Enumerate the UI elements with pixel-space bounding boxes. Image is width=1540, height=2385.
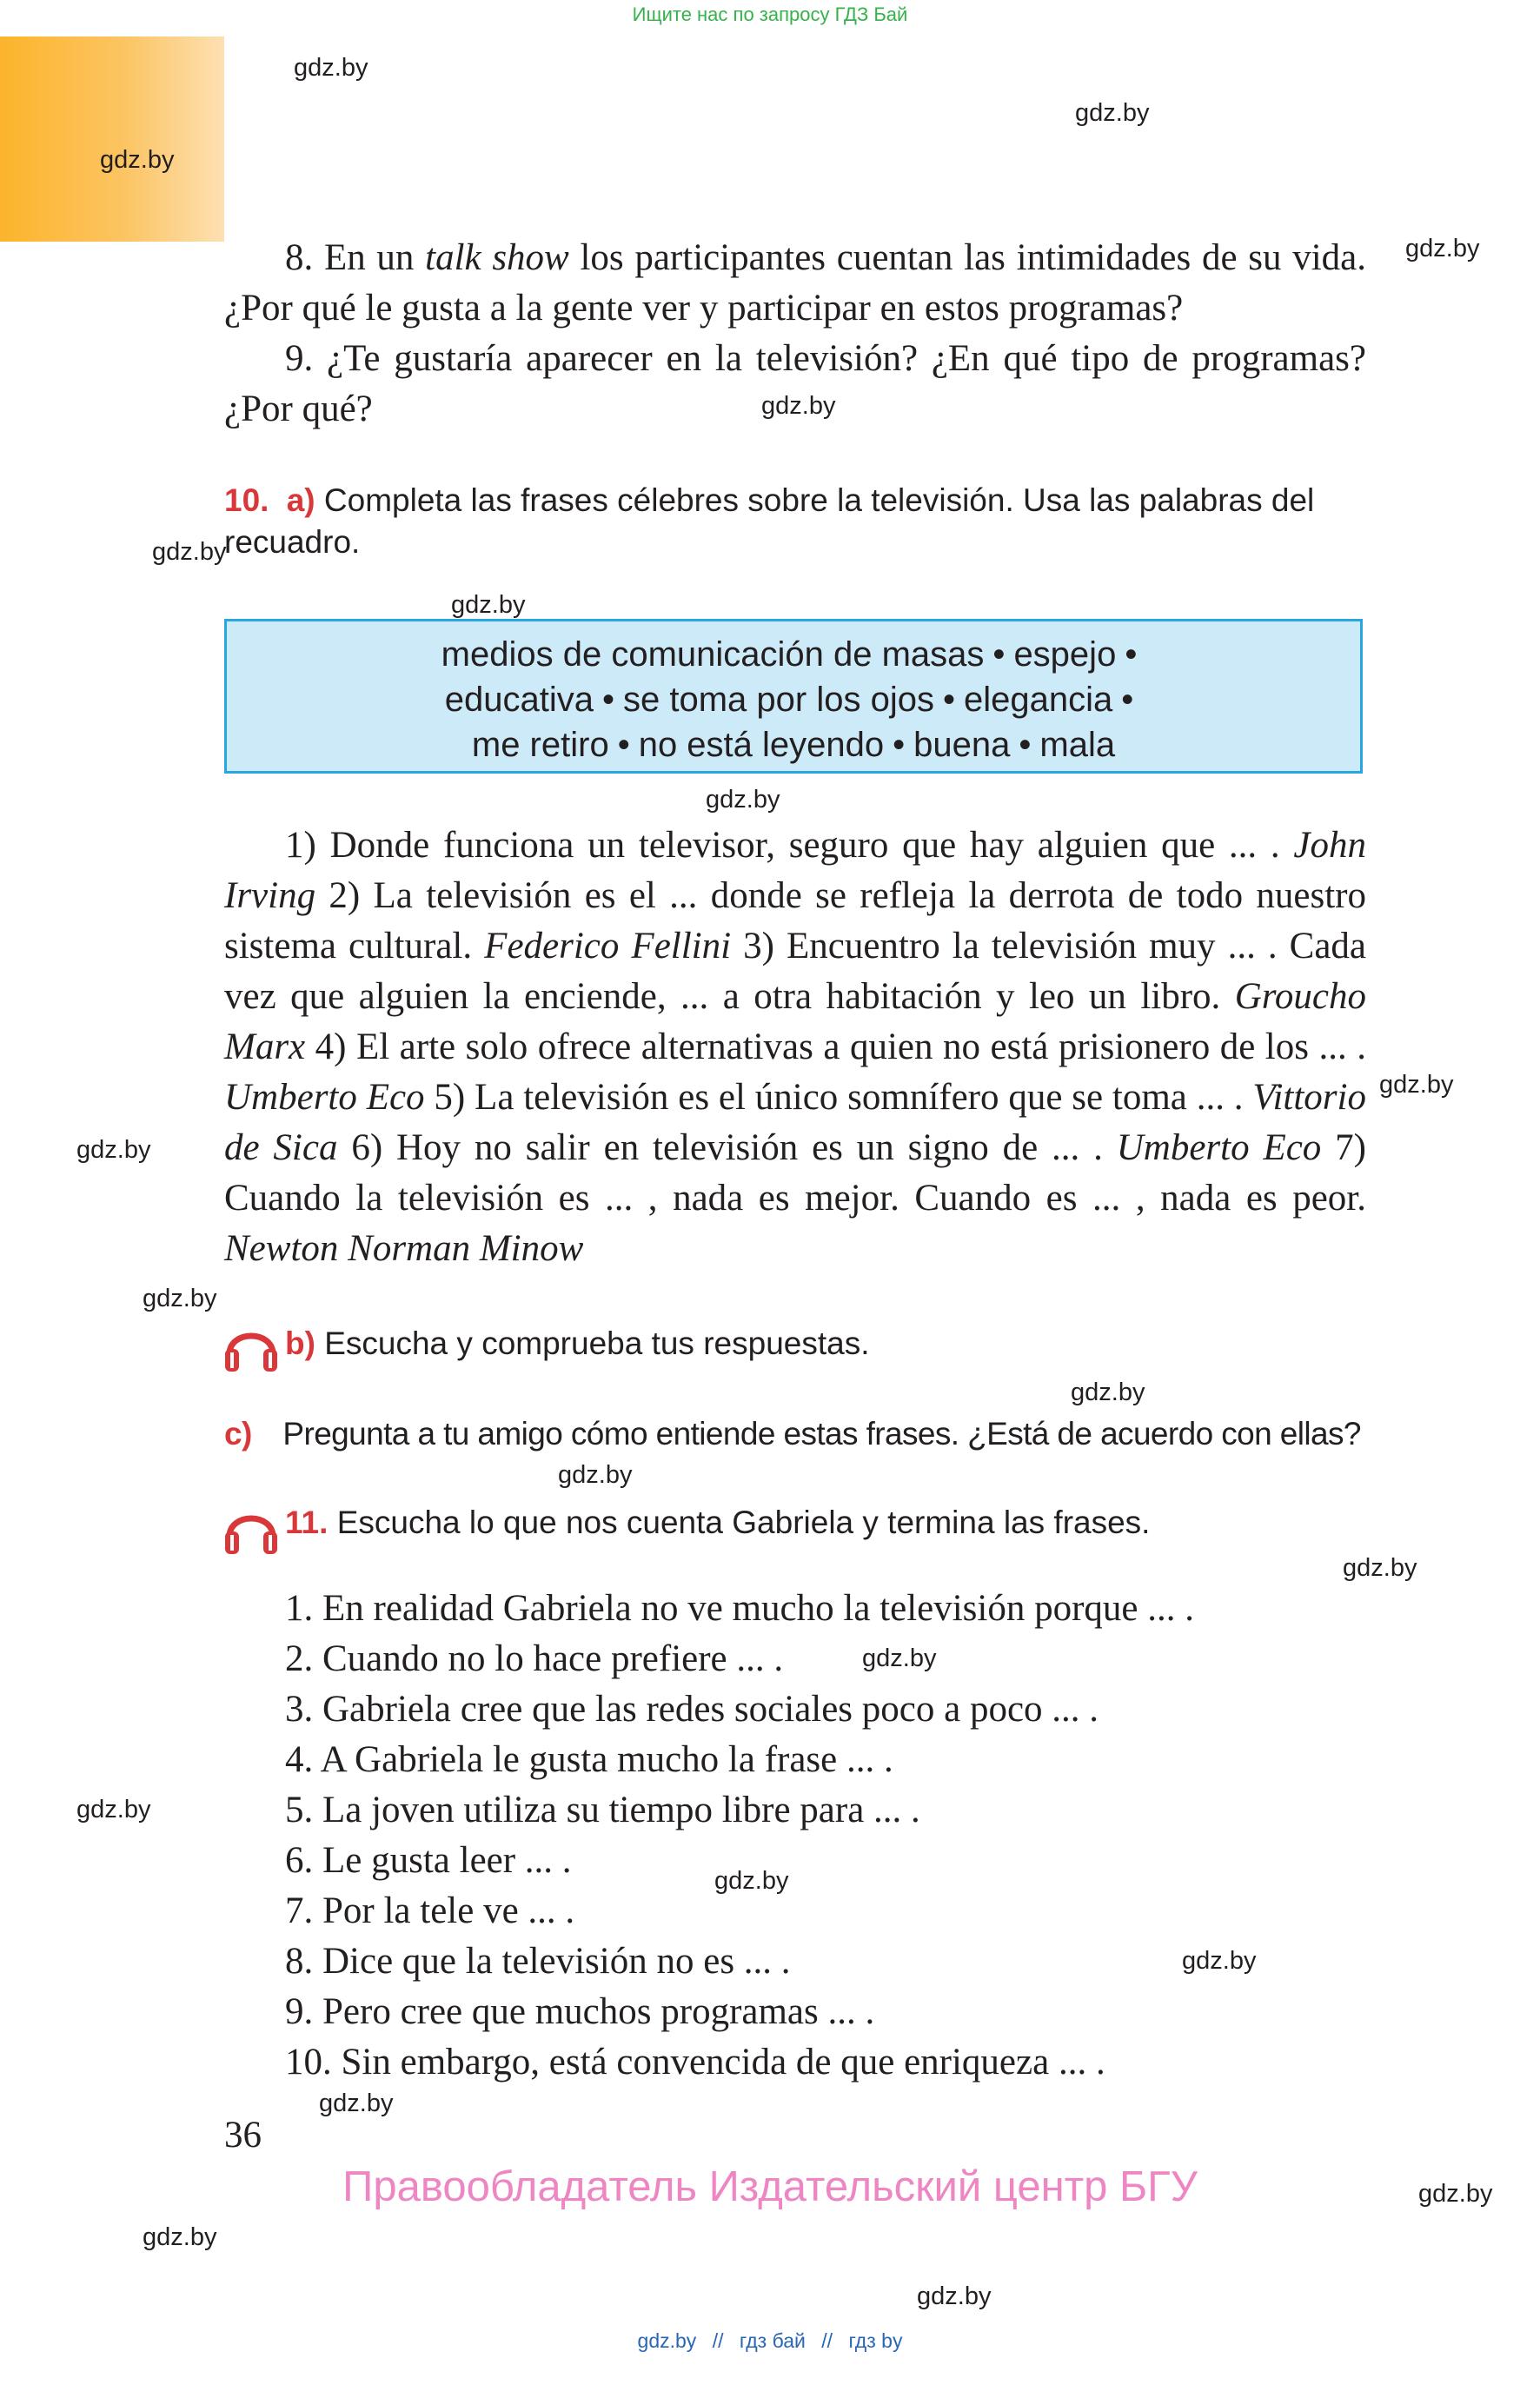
task-11 xyxy=(285,1502,1363,1544)
task-letter: a) xyxy=(286,482,315,518)
watermark: gdz.by xyxy=(143,2223,217,2251)
watermark: gdz.by xyxy=(294,54,368,82)
watermark: gdz.by xyxy=(1182,1947,1257,1975)
task-instruction: Pregunta a tu amigo cómo entiende estas frases. ¿Está de acuerdo con ellas? xyxy=(282,1416,1361,1452)
task-10b xyxy=(285,1323,1363,1365)
watermark: gdz.by xyxy=(1343,1554,1417,1582)
watermark: gdz.by xyxy=(1071,1379,1145,1406)
task-instruction: Completa las frases célebres sobre la televisión. Usa las palabras del recuadro. xyxy=(224,482,1315,560)
task-10a xyxy=(224,480,1371,563)
watermark: gdz.by xyxy=(152,538,227,566)
list-item: 4. A Gabriela le gusta mucho la frase ... . xyxy=(285,1739,893,1780)
watermark: gdz.by xyxy=(558,1461,633,1489)
list-item: 1. En realidad Gabriela no ve mucho la televisión porque ... . xyxy=(285,1588,1195,1629)
quotes-paragraph: 1) Donde funciona un televisor, seguro que hay alguien que ... . John Irving 2) La televisión es el ... donde se refleja la derrota de todo nuestro sistema cultural. Federico Fellini 3) Encuentro la televisión muy ... . Cada vez que alguien la enciende, ... a otra habitación y leo un libro. Groucho Marx 4) El arte solo ofrece alternativas a quien no está prisionero de los ... . Umberto Eco 5) La televisión es el único somnífero que se toma ... . Vittorio de Sica 6) Hoy no salir en televisión es un signo de ... . Umberto Eco 7) Cuando la televisión es ... , nada es mejor. Cuando es ... , nada es peor. Newton Norman Minow xyxy=(224,825,1367,1269)
headphones-icon xyxy=(222,1319,280,1373)
watermark: gdz.by xyxy=(451,591,526,619)
task-letter: b) xyxy=(285,1325,315,1361)
footer-separator: // xyxy=(712,2329,724,2352)
footer-link[interactable]: гдз бай xyxy=(739,2329,806,2352)
task-10c xyxy=(224,1413,1371,1455)
watermark: gdz.by xyxy=(1075,99,1150,127)
footer-link[interactable]: гдз by xyxy=(848,2329,903,2352)
watermark: gdz.by xyxy=(1405,235,1480,262)
watermark: gdz.by xyxy=(761,392,836,420)
watermark: gdz.by xyxy=(1379,1071,1454,1099)
corner-tab xyxy=(0,37,224,242)
watermark: gdz.by xyxy=(706,786,780,814)
word-row: medios de comunicación de masas • espejo • xyxy=(441,635,1138,674)
footer-separator: // xyxy=(821,2329,833,2352)
question-9: 9. ¿Te gustaría aparecer en la televisión? ¿En qué tipo de programas? ¿Por qué? xyxy=(224,338,1366,429)
task-instruction: Escucha y comprueba tus respuestas. xyxy=(324,1325,870,1361)
rights-holder: Правообладатель Издательский центр БГУ xyxy=(342,2163,1198,2210)
task-letter: c) xyxy=(224,1416,252,1452)
word-row: educativa • se toma por los ojos • elegancia • xyxy=(444,681,1134,719)
list-item: 7. Por la tele ve ... . xyxy=(285,1890,575,1931)
watermark: gdz.by xyxy=(76,1796,151,1824)
watermark: gdz.by xyxy=(100,146,175,174)
watermark: gdz.by xyxy=(862,1644,937,1672)
list-item: 9. Pero cree que muchos programas ... . xyxy=(285,1991,875,2032)
word-row: me retiro • no está leyendo • buena • mala xyxy=(471,726,1116,764)
question-8: 8. En un talk show los participantes cuentan las intimidades de su vida. ¿Por qué le gusta a la gente ver y participar en estos programas? xyxy=(224,237,1366,329)
list-item: 8. Dice que la televisión no es ... . xyxy=(285,1941,791,1982)
watermark: gdz.by xyxy=(714,1867,789,1895)
list-item: 5. La joven utiliza su tiempo libre para ... . xyxy=(285,1790,920,1830)
watermark: gdz.by xyxy=(1418,2180,1493,2208)
page-number: 36 xyxy=(224,2115,262,2156)
headphones-icon xyxy=(222,1502,280,1556)
watermark: gdz.by xyxy=(143,1285,217,1312)
watermark: gdz.by xyxy=(917,2282,992,2310)
task-number: 11. xyxy=(285,1505,329,1540)
watermark: gdz.by xyxy=(319,2089,394,2117)
task-instruction: Escucha lo que nos cuenta Gabriela y termina las frases. xyxy=(336,1505,1151,1540)
footer-link[interactable]: gdz.by xyxy=(637,2329,697,2352)
task-number: 10. xyxy=(224,482,269,518)
discussion-questions xyxy=(224,233,1366,435)
list-item: 3. Gabriela cree que las redes sociales poco a poco ... . xyxy=(285,1689,1099,1730)
list-item: 10. Sin embargo, está convencida de que enriqueza ... . xyxy=(285,2042,1105,2083)
watermark: gdz.by xyxy=(76,1136,151,1164)
list-item: 2. Cuando no lo hace prefiere ... . xyxy=(285,1638,784,1679)
completion-list xyxy=(285,1584,1380,2088)
top-notice: Ищите нас по запросу ГДЗ Бай xyxy=(632,3,908,25)
bottom-links xyxy=(0,2329,1540,2353)
word-box xyxy=(224,619,1363,774)
list-item: 6. Le gusta leer ... . xyxy=(285,1840,572,1881)
